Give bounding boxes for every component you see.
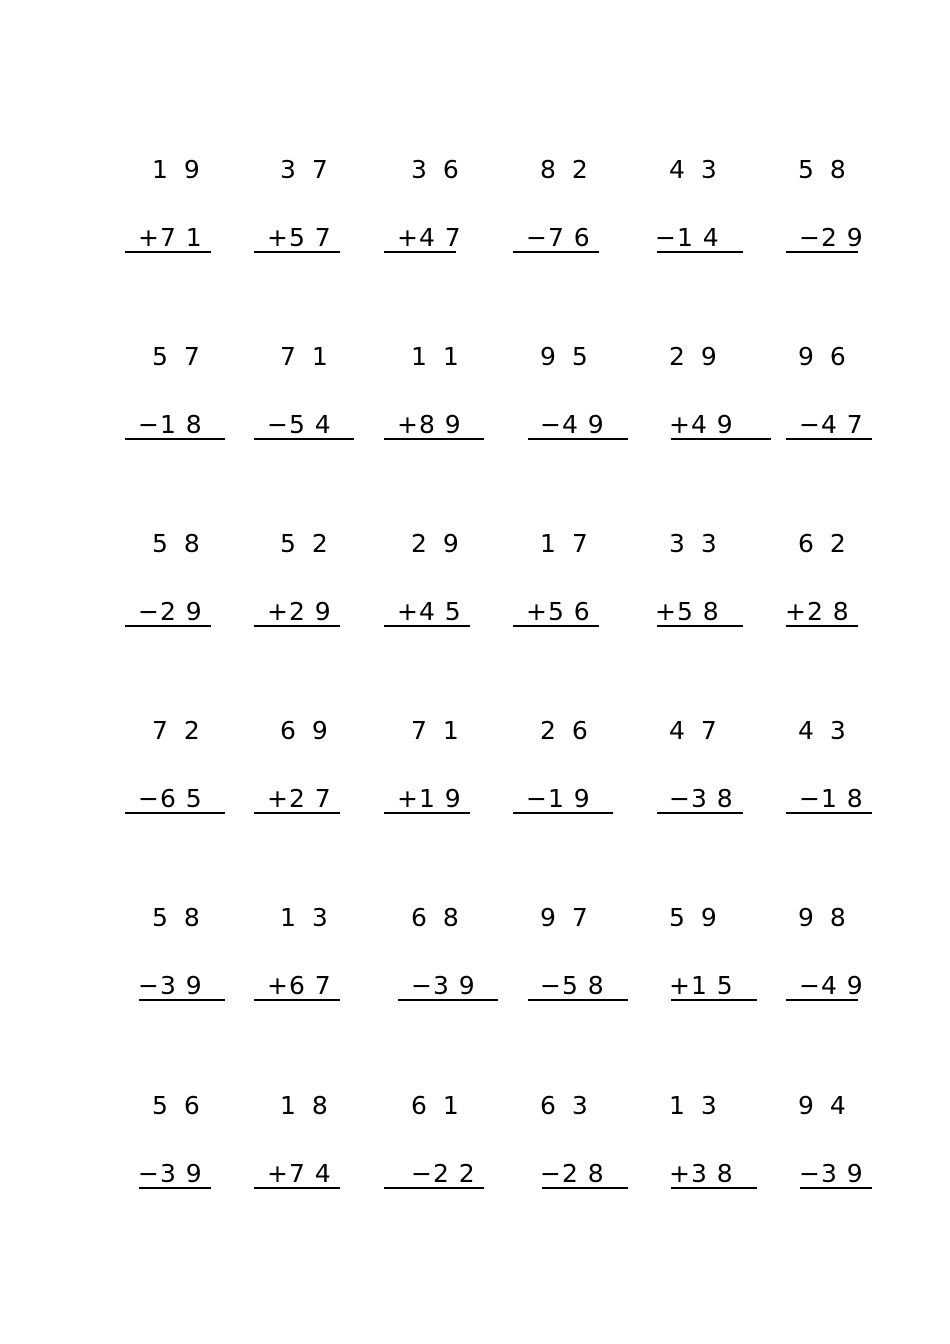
arithmetic-problem [655, 1091, 765, 1201]
top-number: 6 8 [411, 903, 463, 932]
arithmetic-problem [138, 342, 248, 452]
arithmetic-problem [138, 529, 248, 639]
operator-and-number: +4 9 [669, 410, 734, 439]
answer-line [786, 999, 858, 1001]
top-number: 1 3 [280, 903, 332, 932]
top-number: 9 7 [540, 903, 592, 932]
operator-and-number: −1 4 [655, 223, 720, 252]
top-number: 2 9 [411, 529, 463, 558]
top-number: 4 3 [669, 155, 721, 184]
operator-and-number: −3 9 [138, 1159, 203, 1188]
operator-and-number: +6 7 [267, 971, 332, 1000]
top-number: 5 2 [280, 529, 332, 558]
operator-and-number: +7 4 [267, 1159, 332, 1188]
arithmetic-problem [526, 529, 636, 639]
answer-line [125, 438, 225, 440]
arithmetic-problem [526, 155, 636, 265]
operator-and-number: −3 9 [799, 1159, 864, 1188]
top-number: 5 7 [152, 342, 204, 371]
operator-and-number: +1 5 [669, 971, 734, 1000]
arithmetic-problem [785, 1091, 895, 1201]
arithmetic-problem [785, 155, 895, 265]
operator-and-number: −5 4 [267, 410, 332, 439]
arithmetic-problem [397, 716, 507, 826]
answer-line [384, 438, 484, 440]
top-number: 8 2 [540, 155, 592, 184]
arithmetic-problem [138, 155, 248, 265]
arithmetic-problem [138, 903, 248, 1013]
arithmetic-problem [267, 1091, 377, 1201]
operator-and-number: −4 9 [799, 971, 864, 1000]
answer-line [254, 438, 354, 440]
arithmetic-problem [397, 342, 507, 452]
top-number: 3 7 [280, 155, 332, 184]
operator-and-number: −3 9 [138, 971, 203, 1000]
top-number: 1 7 [540, 529, 592, 558]
operator-and-number: +5 6 [526, 597, 591, 626]
operator-and-number: −2 9 [799, 223, 864, 252]
top-number: 4 7 [669, 716, 721, 745]
top-number: 4 3 [798, 716, 850, 745]
operator-and-number: −2 2 [411, 1159, 476, 1188]
arithmetic-problem [138, 1091, 248, 1201]
operator-and-number: +8 9 [397, 410, 462, 439]
top-number: 9 6 [798, 342, 850, 371]
arithmetic-problem [655, 342, 765, 452]
top-number: 7 2 [152, 716, 204, 745]
answer-line [384, 1187, 484, 1189]
top-number: 1 8 [280, 1091, 332, 1120]
arithmetic-problem [267, 342, 377, 452]
answer-line [384, 625, 470, 627]
top-number: 5 8 [798, 155, 850, 184]
arithmetic-problem [267, 529, 377, 639]
answer-line [254, 251, 340, 253]
top-number: 5 8 [152, 903, 204, 932]
arithmetic-problem [397, 903, 507, 1013]
answer-line [254, 999, 340, 1001]
arithmetic-problem [785, 529, 895, 639]
top-number: 6 2 [798, 529, 850, 558]
top-number: 1 1 [411, 342, 463, 371]
answer-line [513, 812, 613, 814]
operator-and-number: +5 8 [655, 597, 720, 626]
top-number: 9 5 [540, 342, 592, 371]
answer-line [513, 625, 599, 627]
operator-and-number: −1 8 [799, 784, 864, 813]
answer-line [671, 1187, 757, 1189]
operator-and-number: −2 8 [540, 1159, 605, 1188]
arithmetic-problem [526, 716, 636, 826]
operator-and-number: +7 1 [138, 223, 203, 252]
top-number: 2 6 [540, 716, 592, 745]
arithmetic-problem [526, 1091, 636, 1201]
top-number: 6 9 [280, 716, 332, 745]
top-number: 3 3 [669, 529, 721, 558]
operator-and-number: +3 8 [669, 1159, 734, 1188]
arithmetic-problem [267, 903, 377, 1013]
top-number: 5 6 [152, 1091, 204, 1120]
top-number: 5 9 [669, 903, 721, 932]
top-number: 6 1 [411, 1091, 463, 1120]
arithmetic-problem [785, 716, 895, 826]
arithmetic-problem [397, 155, 507, 265]
answer-line [139, 999, 225, 1001]
arithmetic-problem [655, 529, 765, 639]
operator-and-number: −2 9 [138, 597, 203, 626]
top-number: 3 6 [411, 155, 463, 184]
answer-line [254, 625, 340, 627]
answer-line [125, 625, 211, 627]
arithmetic-problem [267, 716, 377, 826]
operator-and-number: +4 7 [397, 223, 462, 252]
operator-and-number: −3 8 [669, 784, 734, 813]
top-number: 5 8 [152, 529, 204, 558]
arithmetic-problem [397, 529, 507, 639]
operator-and-number: +4 5 [397, 597, 462, 626]
operator-and-number: +5 7 [267, 223, 332, 252]
top-number: 9 8 [798, 903, 850, 932]
answer-line [254, 812, 340, 814]
answer-line [786, 438, 872, 440]
operator-and-number: −3 9 [411, 971, 476, 1000]
answer-line [384, 812, 470, 814]
answer-line [786, 812, 872, 814]
answer-line [786, 251, 858, 253]
top-number: 7 1 [280, 342, 332, 371]
operator-and-number: −6 5 [138, 784, 203, 813]
answer-line [528, 438, 628, 440]
answer-line [528, 999, 628, 1001]
answer-line [125, 812, 225, 814]
operator-and-number: +1 9 [397, 784, 462, 813]
arithmetic-problem [526, 903, 636, 1013]
arithmetic-problem [397, 1091, 507, 1201]
answer-line [657, 625, 743, 627]
answer-line [542, 1187, 628, 1189]
operator-and-number: +2 8 [785, 597, 850, 626]
answer-line [657, 812, 743, 814]
top-number: 7 1 [411, 716, 463, 745]
arithmetic-problem [138, 716, 248, 826]
answer-line [125, 251, 211, 253]
top-number: 2 9 [669, 342, 721, 371]
arithmetic-problem [655, 716, 765, 826]
arithmetic-problem [785, 903, 895, 1013]
answer-line [398, 999, 498, 1001]
operator-and-number: +2 9 [267, 597, 332, 626]
operator-and-number: −4 7 [799, 410, 864, 439]
operator-and-number: +2 7 [267, 784, 332, 813]
answer-line [786, 625, 858, 627]
answer-line [657, 251, 743, 253]
operator-and-number: −4 9 [540, 410, 605, 439]
answer-line [671, 999, 757, 1001]
answer-line [800, 1187, 872, 1189]
answer-line [671, 438, 771, 440]
top-number: 1 9 [152, 155, 204, 184]
top-number: 6 3 [540, 1091, 592, 1120]
answer-line [139, 1187, 211, 1189]
arithmetic-problem [655, 903, 765, 1013]
arithmetic-problem [655, 155, 765, 265]
arithmetic-problem [785, 342, 895, 452]
top-number: 1 3 [669, 1091, 721, 1120]
answer-line [513, 251, 599, 253]
answer-line [384, 251, 456, 253]
arithmetic-problem [526, 342, 636, 452]
operator-and-number: −1 8 [138, 410, 203, 439]
answer-line [254, 1187, 340, 1189]
operator-and-number: −1 9 [526, 784, 591, 813]
top-number: 9 4 [798, 1091, 850, 1120]
operator-and-number: −5 8 [540, 971, 605, 1000]
arithmetic-problem [267, 155, 377, 265]
operator-and-number: −7 6 [526, 223, 591, 252]
